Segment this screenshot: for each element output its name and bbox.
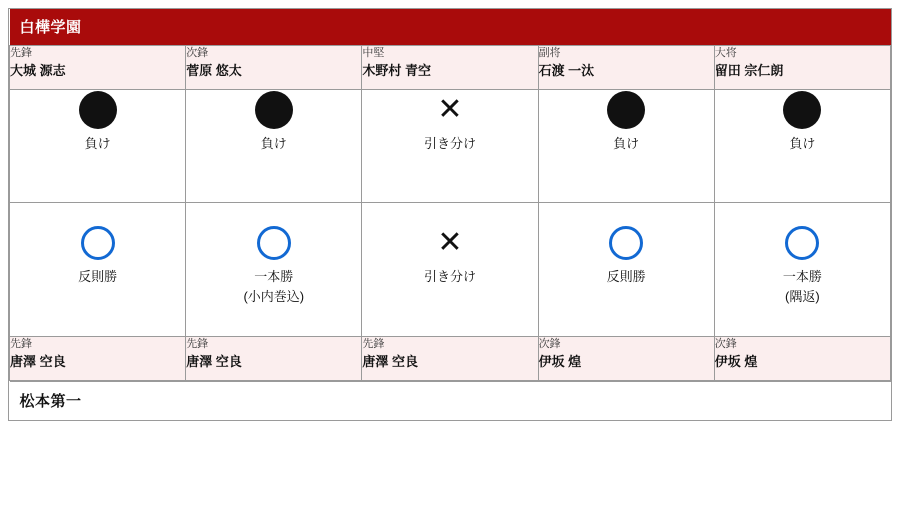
top-player-3-name: 木野村 青空 [362, 63, 431, 78]
top-player-2[interactable] [186, 46, 362, 90]
blue-circle-icon [10, 223, 185, 263]
top-player-2-name: 菅原 悠太 [186, 63, 242, 78]
bottom-result-1-label: 反則勝 [78, 269, 118, 284]
top-player-1-position: 先鋒 [10, 47, 32, 59]
bottom-result-3-label: 引き分け [423, 269, 476, 284]
bottom-team-banner-cell [10, 381, 891, 421]
blue-circle-icon [186, 223, 361, 263]
top-player-5-position: 大将 [714, 47, 737, 59]
top-result-2-label: 負け [260, 136, 287, 151]
black-dot-icon [539, 90, 714, 130]
bottom-result-5 [714, 203, 890, 337]
bottom-team-banner-row [10, 381, 891, 421]
bottom-result-4 [538, 203, 714, 337]
top-player-5-name: 留田 宗仁朗 [714, 63, 784, 78]
black-dot-icon [10, 90, 185, 130]
bottom-player-5-name: 伊坂 煌 [714, 354, 758, 369]
blue-circle-icon [715, 223, 890, 263]
top-player-3-position: 中堅 [362, 47, 385, 59]
bottom-player-1-position: 先鋒 [10, 338, 32, 350]
bottom-result-5-sub: (隅返) [785, 289, 820, 304]
top-result-4 [538, 90, 714, 203]
bottom-result-2-label: 一本勝 [254, 269, 294, 284]
bottom-player-2-name: 唐澤 空良 [186, 354, 242, 369]
top-player-4-name: 石渡 一汰 [538, 63, 595, 78]
top-team-banner-row [10, 9, 891, 46]
bottom-player-4-position: 次鋒 [538, 338, 561, 350]
bottom-player-4-name: 伊坂 煌 [538, 354, 582, 369]
top-result-3 [362, 90, 538, 203]
match-scoresheet [8, 8, 892, 421]
bottom-result-1 [10, 203, 186, 337]
bottom-player-3-position: 先鋒 [362, 338, 385, 350]
top-player-2-position: 次鋒 [186, 47, 209, 59]
cross-icon: ✕ [437, 92, 463, 127]
bottom-result-3 [362, 203, 538, 337]
black-dot-icon [715, 90, 890, 130]
bottom-players-row [10, 337, 891, 381]
top-team-banner-cell [10, 9, 891, 46]
bottom-player-2-position: 先鋒 [186, 338, 209, 350]
top-result-2 [186, 90, 362, 203]
cross-icon: ✕ [437, 225, 463, 260]
top-result-4-label: 負け [613, 136, 640, 151]
bottom-player-2[interactable] [186, 337, 362, 381]
bottom-result-2 [186, 203, 362, 337]
top-player-1[interactable] [10, 46, 186, 90]
top-player-5[interactable] [714, 46, 890, 90]
top-result-3-label: 引き分け [423, 136, 476, 151]
top-player-1-name: 大城 源志 [10, 63, 66, 78]
top-players-row [10, 46, 891, 90]
top-result-5-label: 負け [789, 136, 816, 151]
top-team-name: 白樺学園 [10, 9, 891, 45]
bottom-player-3-name: 唐澤 空良 [362, 354, 418, 369]
bottom-player-5[interactable] [714, 337, 890, 381]
bottom-player-3[interactable] [362, 337, 538, 381]
bottom-results-row [10, 203, 891, 337]
bottom-result-4-label: 反則勝 [606, 269, 646, 284]
top-result-1-label: 負け [84, 136, 111, 151]
bottom-player-1-name: 唐澤 空良 [10, 354, 66, 369]
bottom-team-name: 松本第一 [10, 381, 891, 420]
bottom-result-5-label: 一本勝 [782, 269, 822, 284]
top-player-3[interactable] [362, 46, 538, 90]
blue-circle-icon [539, 223, 714, 263]
bottom-player-4[interactable] [538, 337, 714, 381]
top-player-4-position: 副将 [538, 47, 561, 59]
bottom-player-5-position: 次鋒 [714, 338, 737, 350]
match-table [9, 9, 891, 420]
top-results-row [10, 90, 891, 203]
top-player-4[interactable] [538, 46, 714, 90]
top-result-5 [714, 90, 890, 203]
bottom-player-1[interactable] [10, 337, 186, 381]
black-dot-icon [186, 90, 361, 130]
bottom-result-2-sub: (小内巻込) [243, 289, 305, 304]
top-result-1 [10, 90, 186, 203]
